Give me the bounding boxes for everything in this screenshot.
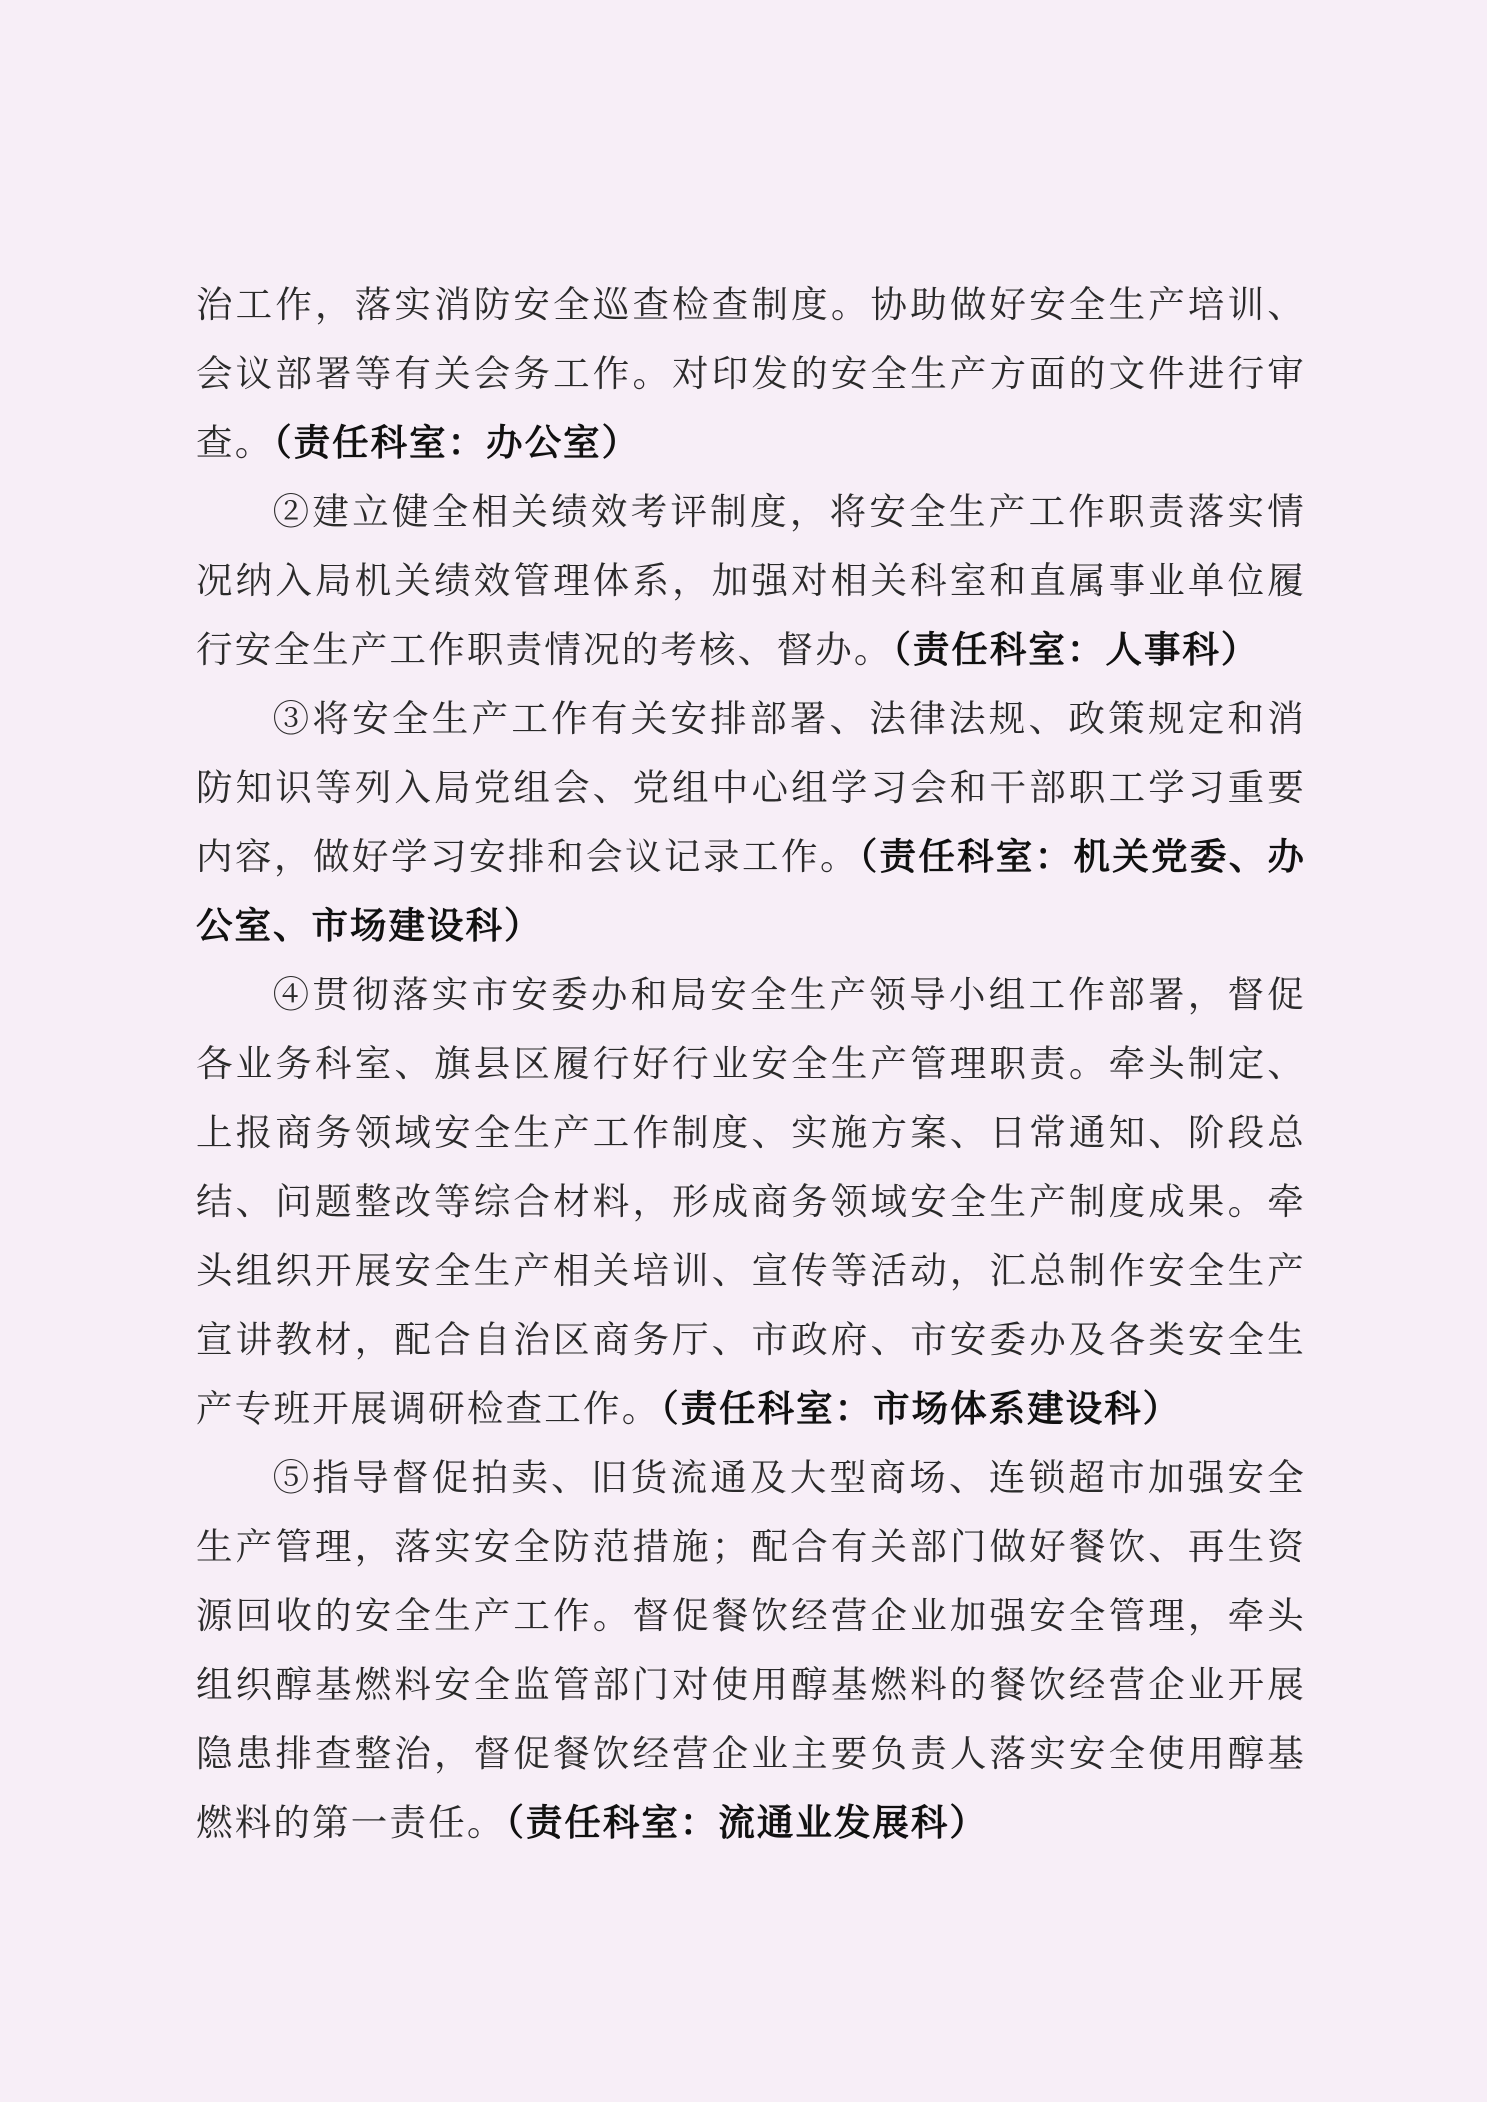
paragraph-item-4: [196, 960, 1306, 1443]
paragraph-text: 治工作，落实消防安全巡查检查制度。协助做好安全生产培训、会议部署等有关会务工作。对印发的安全生产方面的文件进行审查。: [196, 283, 1306, 464]
paragraph-text: ②建立健全相关绩效考评制度，将安全生产工作职责落实情况纳入局机关绩效管理体系，加强对相关科室和直属事业单位履行安全生产工作职责情况的考核、督办。: [196, 490, 1306, 671]
paragraph-item-3: [196, 684, 1306, 960]
paragraph-continuation: [196, 270, 1306, 477]
responsibility-note: （责任科室：办公室）: [273, 421, 641, 464]
paragraph-item-5: [196, 1443, 1306, 1857]
paragraph-text: ⑤指导督促拍卖、旧货流通及大型商场、连锁超市加强安全生产管理，落实安全防范措施；配合有关部门做好餐饮、再生资源回收的安全生产工作。督促餐饮经营企业加强安全管理，牵头组织醇基燃料安全监管部门对使用醇基燃料的餐饮经营企业开展隐患排查整治，督促餐饮经营企业主要负责人落实安全使用醇基燃料的第一责任。: [196, 1456, 1306, 1844]
responsibility-note: （责任科室：人事科）: [892, 628, 1260, 671]
responsibility-note: （责任科室：市场体系建设科）: [660, 1387, 1182, 1430]
paragraph-text: ③将安全生产工作有关安排部署、法律法规、政策规定和消防知识等列入局党组会、党组中心组学习会和干部职工学习重要内容，做好学习安排和会议记录工作。: [196, 697, 1306, 878]
paragraph-item-2: [196, 477, 1306, 684]
paragraph-text: ④贯彻落实市安委办和局安全生产领导小组工作部署，督促各业务科室、旗县区履行好行业安全生产管理职责。牵头制定、上报商务领域安全生产工作制度、实施方案、日常通知、阶段总结、问题整改等综合材料，形成商务领域安全生产制度成果。牵头组织开展安全生产相关培训、宣传等活动，汇总制作安全生产宣讲教材，配合自治区商务厅、市政府、市安委办及各类安全生产专班开展调研检查工作。: [196, 973, 1306, 1430]
document-body: [196, 270, 1306, 1857]
responsibility-note: （责任科室：流通业发展科）: [505, 1801, 988, 1844]
responsibility-note: （责任科室：机关党委、办公室、市场建设科）: [196, 835, 1306, 947]
